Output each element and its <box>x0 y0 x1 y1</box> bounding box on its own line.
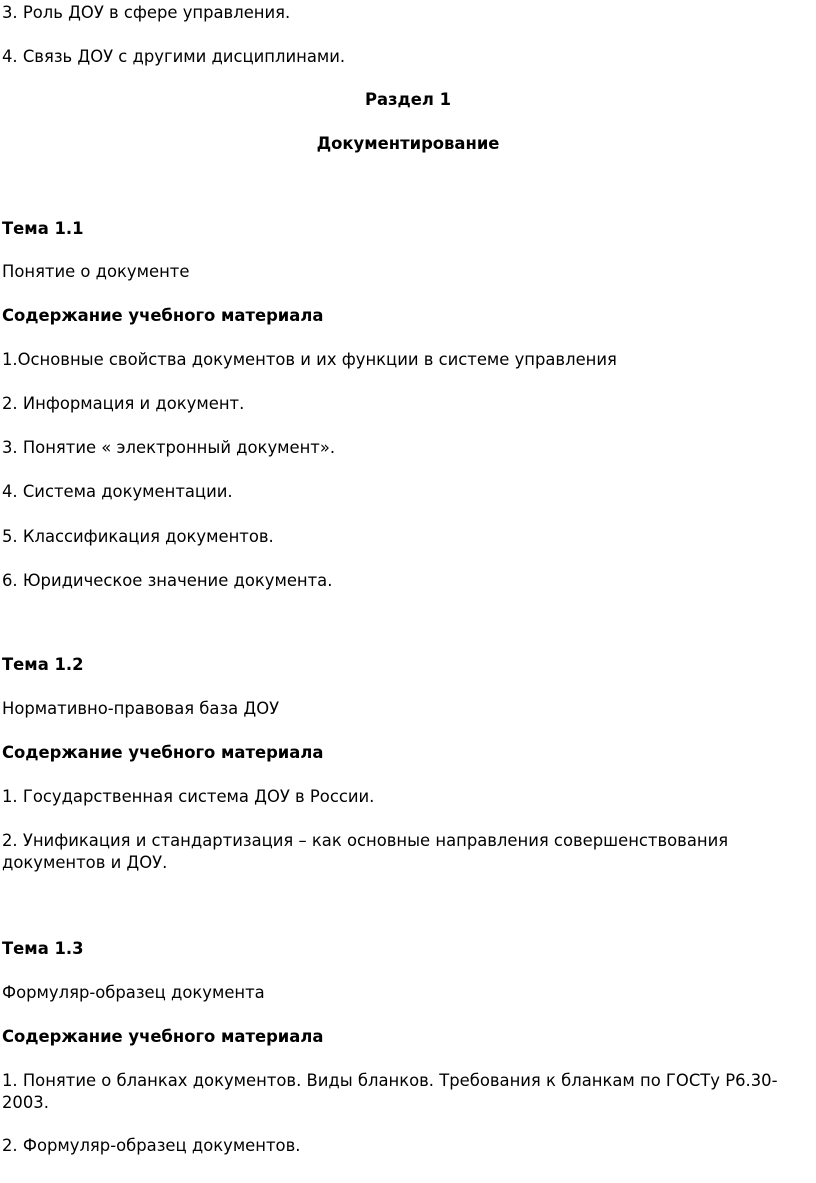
topic-heading: Тема 1.3 <box>2 939 84 958</box>
list-item: 6. Юридическое значение документа. <box>2 571 333 590</box>
list-item: 3. Понятие « электронный документ». <box>2 438 336 457</box>
list-item: 2. Информация и документ. <box>2 394 245 413</box>
list-item: 5. Классификация документов. <box>2 527 274 546</box>
list-item: 1.Основные свойства документов и их функции в системе управления <box>2 350 617 369</box>
section-label: Раздел 1 <box>364 90 452 109</box>
topic-name: Нормативно-правовая база ДОУ <box>2 699 280 718</box>
list-item: 4. Система документации. <box>2 482 233 501</box>
topic-name: Понятие о документе <box>2 262 190 281</box>
topic-heading: Тема 1.2 <box>2 655 84 674</box>
intro-item: 4. Связь ДОУ с другими дисциплинами. <box>2 47 346 66</box>
list-item: 1. Государственная система ДОУ в России. <box>2 787 375 806</box>
list-item: 2. Унификация и стандартизация – как основные направления совершенствования документов и ДОУ. <box>2 831 729 872</box>
section-title: Документирование <box>316 134 500 153</box>
list-item: 1. Понятие о бланках документов. Виды бланков. Требования к бланкам по ГОСТу Р6.30-2003. <box>2 1071 778 1112</box>
intro-item: 3. Роль ДОУ в сфере управления. <box>2 3 291 22</box>
topic-heading: Тема 1.1 <box>2 219 84 238</box>
content-heading: Содержание учебного материала <box>2 743 324 762</box>
content-heading: Содержание учебного материала <box>2 306 324 325</box>
list-item: 2. Формуляр-образец документов. <box>2 1136 301 1155</box>
topic-name: Формуляр-образец документа <box>2 983 265 1002</box>
content-heading: Содержание учебного материала <box>2 1027 324 1046</box>
